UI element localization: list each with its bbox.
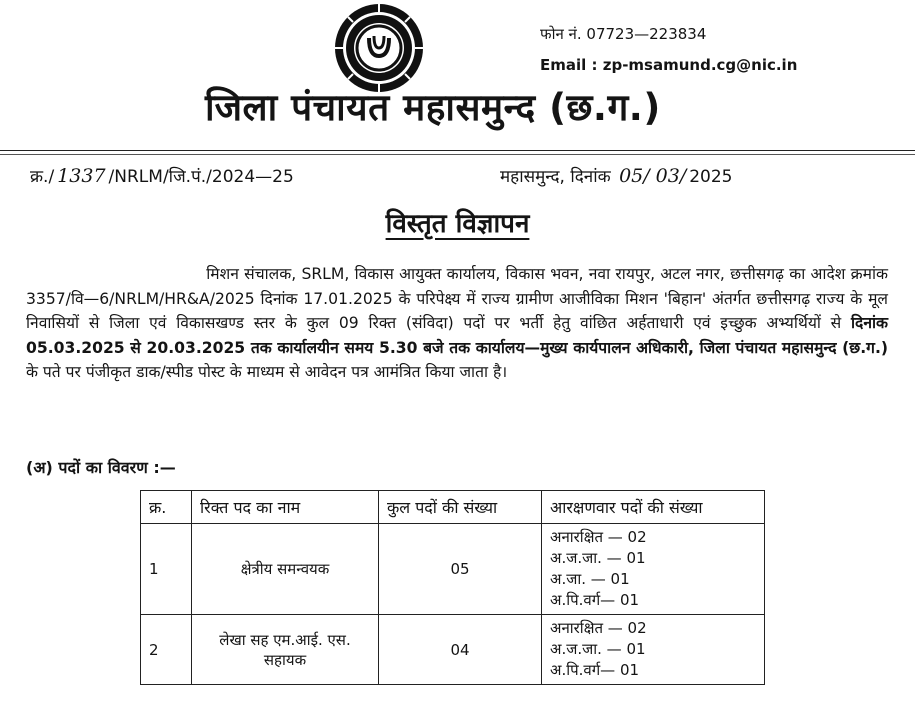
reservation-line: अनारक्षित — 02 bbox=[550, 619, 647, 637]
cell-total: 04 bbox=[379, 615, 542, 685]
reservation-line: अनारक्षित — 02 bbox=[550, 528, 647, 546]
header-reservation: आरक्षणवार पदों की संख्या bbox=[542, 491, 765, 524]
body-paragraph bbox=[26, 262, 888, 385]
cell-reservation bbox=[542, 615, 765, 685]
phone-number: फोन नं. 07723—223834 bbox=[540, 25, 707, 43]
date-place: महासमुन्द, दिनांक bbox=[500, 167, 611, 187]
posts-table bbox=[140, 490, 765, 685]
header-divider bbox=[0, 150, 915, 151]
cell-sno: 1 bbox=[141, 524, 192, 615]
ref-suffix: /NRLM/जि.पं./2024—25 bbox=[108, 167, 294, 187]
date-line bbox=[500, 164, 733, 187]
section-heading-a: (अ) पदों का विवरण :— bbox=[26, 458, 176, 477]
reservation-line: अ.पि.वर्ग— 01 bbox=[550, 661, 640, 679]
cell-post: लेखा सह एम.आई. एस. सहायक bbox=[192, 615, 379, 685]
header-post-name: रिक्त पद का नाम bbox=[192, 491, 379, 524]
cell-reservation bbox=[542, 524, 765, 615]
date-day: 05/ bbox=[619, 165, 650, 187]
reference-number bbox=[30, 164, 294, 187]
reservation-line: अ.ज.जा. — 01 bbox=[550, 640, 646, 658]
body-text-2: के पते पर पंजीकृत डाक/स्पीड पोस्ट के माध्यम से आवेदन पत्र आमंत्रित किया जाता है। bbox=[26, 363, 508, 381]
date-month: 03/ bbox=[655, 165, 687, 187]
document-title bbox=[0, 204, 915, 240]
table-row bbox=[141, 524, 765, 615]
body-text-1: मिशन संचालक, SRLM, विकास आयुक्त कार्यालय, विकास भवन, नवा रायपुर, अटल नगर, छत्तीसगढ़ का आदेश क्रमांक 3357/वि—6/NRLM/HR&A/2025 दिनांक 17.01.2025 के परिपेक्ष्य में राज्य ग्रामीण आजीविका मिशन 'बिहान' अंतर्गत छत्तीसगढ़ राज्य के मूल निवासियों से जिला एवं विकासखण्ड स्तर के कुल 09 रिक्त (संविदा) पदों पर भर्ती हेतु वांछित अर्हताधारी एवं इच्छुक अभ्यर्थियों से bbox=[26, 265, 888, 332]
table-row bbox=[141, 615, 765, 685]
cell-post: क्षेत्रीय समन्वयक bbox=[192, 524, 379, 615]
ref-handwritten-number: 1337 bbox=[57, 165, 106, 187]
ref-prefix: क्र./ bbox=[30, 167, 55, 187]
header-divider-thin bbox=[0, 154, 915, 155]
cell-total: 05 bbox=[379, 524, 542, 615]
reservation-line: अ.ज.जा. — 01 bbox=[550, 549, 646, 567]
reservation-line: अ.पि.वर्ग— 01 bbox=[550, 591, 640, 609]
body-deadline: दिनांक 05.03.2025 से 20.03.2025 तक कार्यालयीन समय 5.30 बजे तक कार्यालय—मुख्य कार्यपालन अधिकारी, जिला पंचायत महासमुन्द (छ.ग.) bbox=[26, 314, 889, 357]
table-header-row bbox=[141, 491, 765, 524]
reservation-line: अ.जा. — 01 bbox=[550, 570, 630, 588]
date-year: 2025 bbox=[689, 167, 733, 187]
organization-name: जिला पंचायत महासमुन्द (छ.ग.) bbox=[205, 86, 661, 129]
header-total-posts: कुल पदों की संख्या bbox=[379, 491, 542, 524]
header-sno: क्र. bbox=[141, 491, 192, 524]
email-address: Email : zp-msamund.cg@nic.in bbox=[540, 56, 798, 74]
cell-sno: 2 bbox=[141, 615, 192, 685]
document-title-text: विस्तृत विज्ञापन bbox=[385, 209, 530, 239]
